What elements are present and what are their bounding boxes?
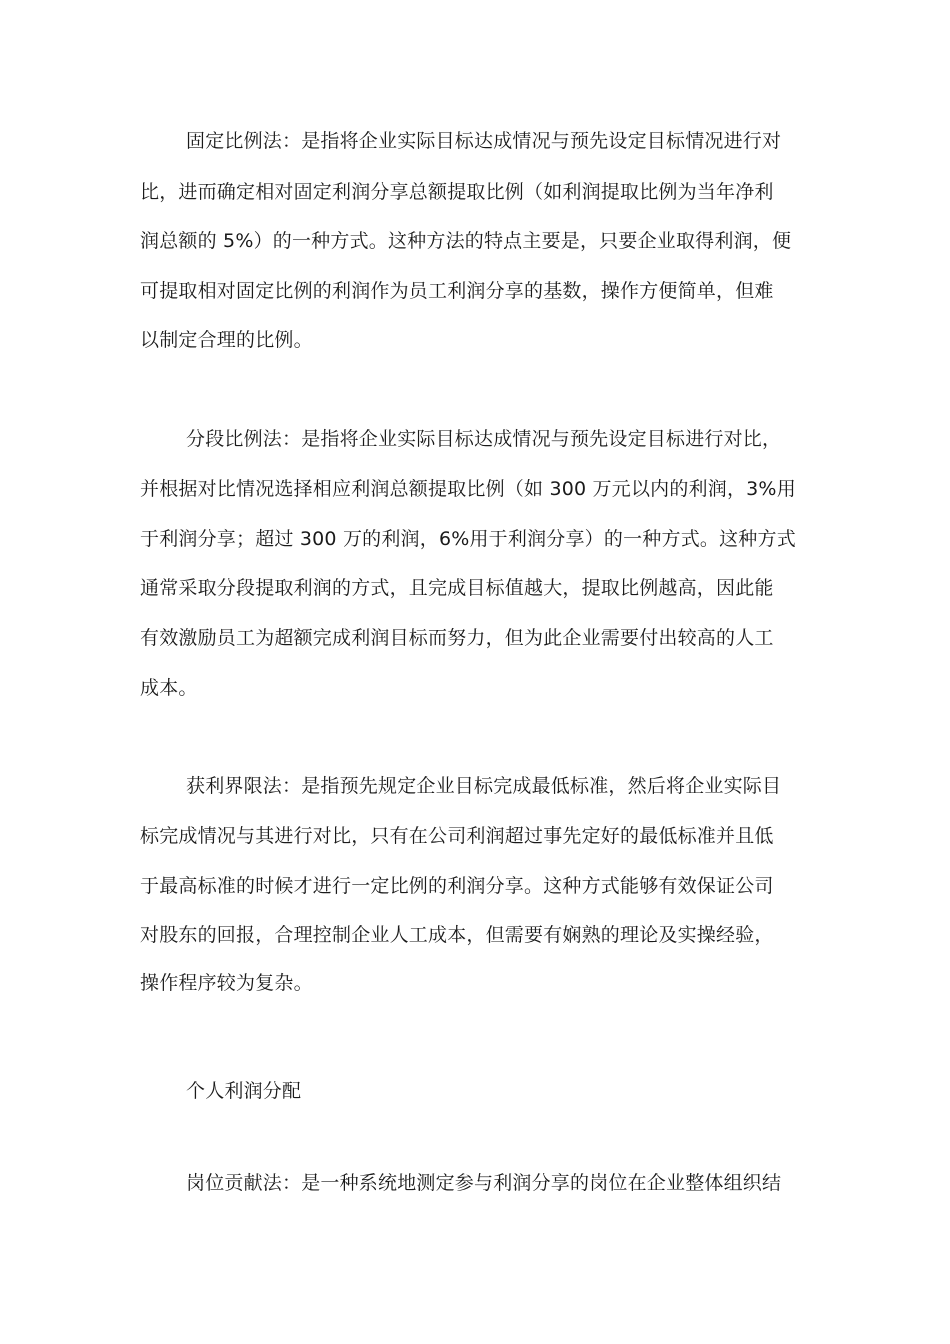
paragraph-1-line-5: 以制定合理的比例。 [140,329,313,351]
paragraph-2-line-3: 于利润分享；超过 300 万的利润，6%用于利润分享）的一种方式。这种方式 [140,528,796,550]
paragraph-3-line-5: 操作程序较为复杂。 [140,972,313,994]
paragraph-2-line-5: 有效激励员工为超额完成利润目标而努力，但为此企业需要付出较高的人工 [140,627,774,649]
paragraph-1-line-1: 固定比例法：是指将企业实际目标达成情况与预先设定目标情况进行对 [186,130,782,152]
section-heading: 个人利润分配 [186,1080,302,1102]
paragraph-3-line-1: 获利界限法：是指预先规定企业目标完成最低标准，然后将企业实际目 [186,775,782,797]
paragraph-3-line-4: 对股东的回报，合理控制企业人工成本，但需要有娴熟的理论及实操经验， [140,924,774,946]
paragraph-1-line-3: 润总额的 5%）的一种方式。这种方法的特点主要是，只要企业取得利润，便 [140,230,792,252]
paragraph-2-line-2: 并根据对比情况选择相应利润总额提取比例（如 300 万元以内的利润，3%用 [140,478,796,500]
paragraph-3-line-3: 于最高标准的时候才进行一定比例的利润分享。这种方式能够有效保证公司 [140,875,774,897]
paragraph-5-line-1: 岗位贡献法：是一种系统地测定参与利润分享的岗位在企业整体组织结 [186,1172,782,1194]
paragraph-2-line-1: 分段比例法：是指将企业实际目标达成情况与预先设定目标进行对比， [186,428,782,450]
paragraph-3-line-2: 标完成情况与其进行对比，只有在公司利润超过事先定好的最低标准并且低 [140,825,774,847]
paragraph-1-line-4: 可提取相对固定比例的利润作为员工利润分享的基数，操作方便简单，但难 [140,280,774,302]
paragraph-2-line-4: 通常采取分段提取利润的方式，且完成目标值越大，提取比例越高，因此能 [140,577,774,599]
paragraph-2-line-6: 成本。 [140,677,198,699]
paragraph-1-line-2: 比，进而确定相对固定利润分享总额提取比例（如利润提取比例为当年净利 [140,181,774,203]
